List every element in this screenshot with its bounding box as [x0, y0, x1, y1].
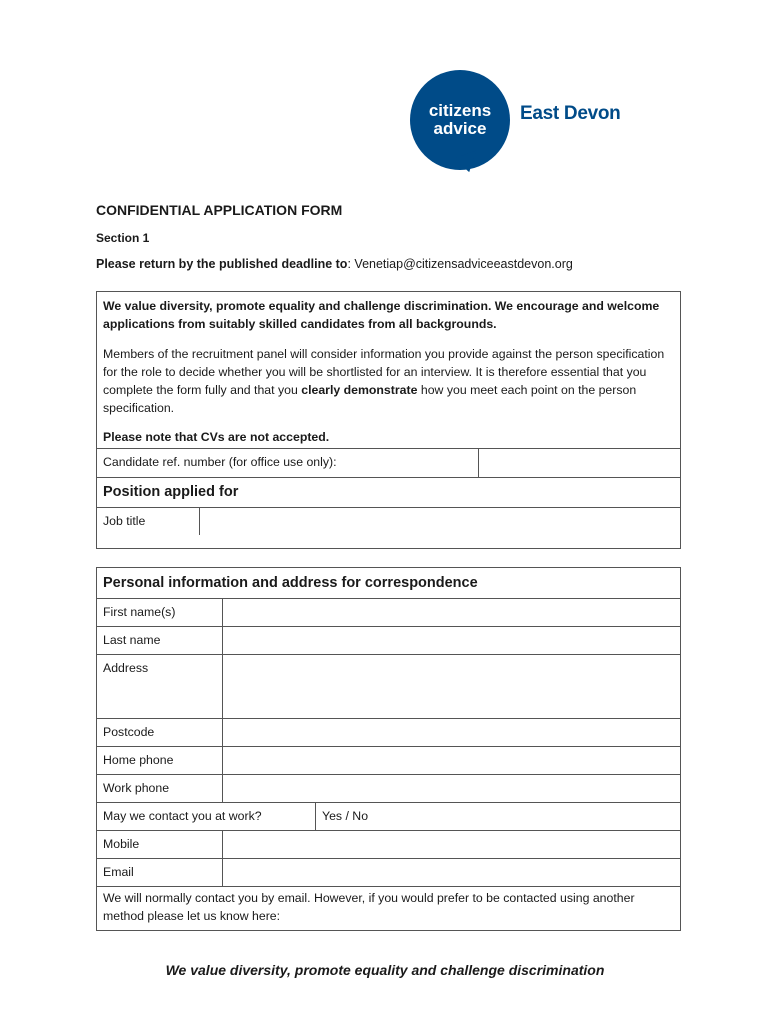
candidate-ref-row	[97, 448, 680, 477]
home-phone-row	[97, 746, 680, 774]
section-label: Section 1	[96, 231, 150, 245]
first-name-row	[97, 598, 680, 626]
footer-tagline: We value diversity, promote equality and challenge discrimination	[165, 962, 605, 978]
address-row	[97, 654, 680, 718]
contact-note-row	[97, 886, 680, 930]
postcode-row	[97, 718, 680, 746]
address-input[interactable]	[222, 655, 680, 718]
mobile-label: Mobile	[103, 837, 140, 851]
mobile-input[interactable]	[222, 831, 680, 858]
personal-info-box	[96, 567, 681, 931]
return-colon: :	[347, 257, 351, 271]
intro-box	[96, 291, 681, 549]
return-label: Please return by the published deadline to	[96, 257, 348, 271]
contact-at-work-row	[97, 802, 680, 830]
contact-at-work-label: May we contact you at work?	[103, 809, 262, 823]
logo-line1: citizens	[428, 101, 492, 120]
yes-no-option[interactable]: Yes / No	[315, 803, 680, 830]
position-heading: Position applied for	[103, 484, 239, 500]
postcode-label: Postcode	[103, 725, 155, 739]
panel-text-start: Members of the recruitment panel will consider information you provide against the person specification for the role to decide whether you will be shortlisted for an interview. It is therefore essential that you complete the form fully and that you	[103, 347, 665, 397]
last-name-input[interactable]	[222, 627, 680, 654]
first-name-input[interactable]	[222, 599, 680, 626]
candidate-ref-label: Candidate ref. number (for office use only):	[103, 455, 337, 469]
position-heading-row	[97, 477, 680, 507]
form-title: CONFIDENTIAL APPLICATION FORM	[96, 202, 343, 218]
logo-region: East Devon	[520, 103, 621, 124]
email-input[interactable]	[222, 859, 680, 886]
job-title-label: Job title	[103, 514, 146, 528]
contact-note[interactable]: We will normally contact you by email. However, if you would prefer to be contacted using another method please let us know here:	[103, 891, 635, 923]
email-row	[97, 858, 680, 886]
home-phone-label: Home phone	[103, 753, 174, 767]
work-phone-input[interactable]	[222, 775, 680, 802]
panel-text-end: how you meet each point on the person specification.	[103, 383, 637, 415]
home-phone-input[interactable]	[222, 747, 680, 774]
logo-line2: advice	[433, 119, 487, 138]
return-instruction	[96, 257, 573, 271]
mobile-row	[97, 830, 680, 858]
work-phone-label: Work phone	[103, 781, 170, 795]
citizens-advice-logo	[410, 70, 640, 172]
job-title-row	[97, 507, 680, 535]
panel-text-emphasis: clearly demonstrate	[301, 383, 418, 397]
diversity-statement: We value diversity, promote equality and challenge discrimination. We encourage and welcome applications from suitably skilled candidates from all backgrounds.	[103, 299, 660, 331]
email-label: Email	[103, 865, 134, 879]
postcode-input[interactable]	[222, 719, 680, 746]
work-phone-row	[97, 774, 680, 802]
last-name-row	[97, 626, 680, 654]
cv-note: Please note that CVs are not accepted.	[103, 430, 330, 444]
panel-paragraph	[97, 337, 680, 421]
return-email-link[interactable]: Venetiap@citizensadviceeastdevon.org	[354, 257, 573, 271]
last-name-label: Last name	[103, 633, 161, 647]
job-title-input[interactable]	[199, 508, 680, 535]
first-name-label: First name(s)	[103, 605, 176, 619]
candidate-ref-input[interactable]	[478, 449, 680, 477]
personal-heading: Personal information and address for correspondence	[103, 575, 478, 591]
address-label: Address	[103, 661, 149, 675]
